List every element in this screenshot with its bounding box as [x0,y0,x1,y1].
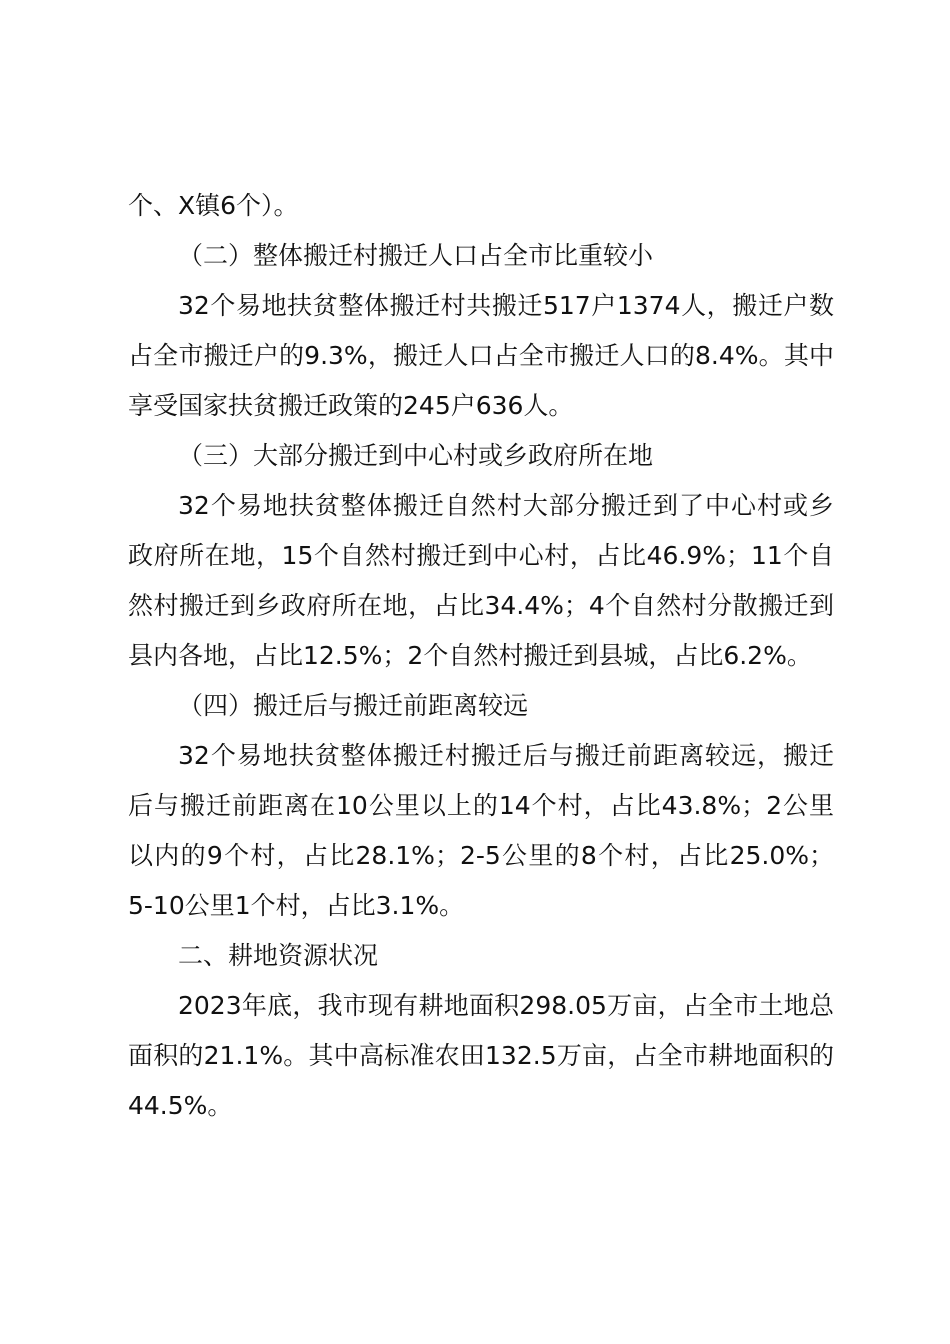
chapter-heading-farmland: 二、耕地资源状况 [178,941,379,970]
section-heading-3: （三）大部分搬迁到中心村或乡政府所在地 [178,441,654,470]
paragraph-relocation-destination: 32个易地扶贫整体搬迁自然村大部分搬迁到了中心村或乡政府所在地，15个自然村搬迁到中心村，占比46.9%；11个自然村搬迁到乡政府所在地，占比34.4%；4个自然村分散搬迁到县内各地，占比12.5%；2个自然村搬迁到县城，占比6.2%。 [128,491,834,670]
paragraph-farmland-area: 2023年底，我市现有耕地面积298.05万亩，占全市土地总面积的21.1%。其中高标准农田132.5万亩，占全市耕地面积的44.5%。 [128,991,834,1120]
document-body [128,181,834,1131]
paragraph-relocation-population: 32个易地扶贫整体搬迁村共搬迁517户1374人，搬迁户数占全市搬迁户的9.3%，搬迁人口占全市搬迁人口的8.4%。其中享受国家扶贫搬迁政策的245户636人。 [128,291,834,420]
section-heading-2: （二）整体搬迁村搬迁人口占全市比重较小 [178,241,654,270]
section-heading-4: （四）搬迁后与搬迁前距离较远 [178,691,529,720]
paragraph-relocation-distance: 32个易地扶贫整体搬迁村搬迁后与搬迁前距离较远，搬迁后与搬迁前距离在10公里以上的14个村，占比43.8%；2公里以内的9个村，占比28.1%；2-5公里的8个村，占比25.0%；5-10公里1个村，占比3.1%。 [128,741,834,920]
paragraph-continuation: 个、X镇6个）。 [128,191,299,220]
